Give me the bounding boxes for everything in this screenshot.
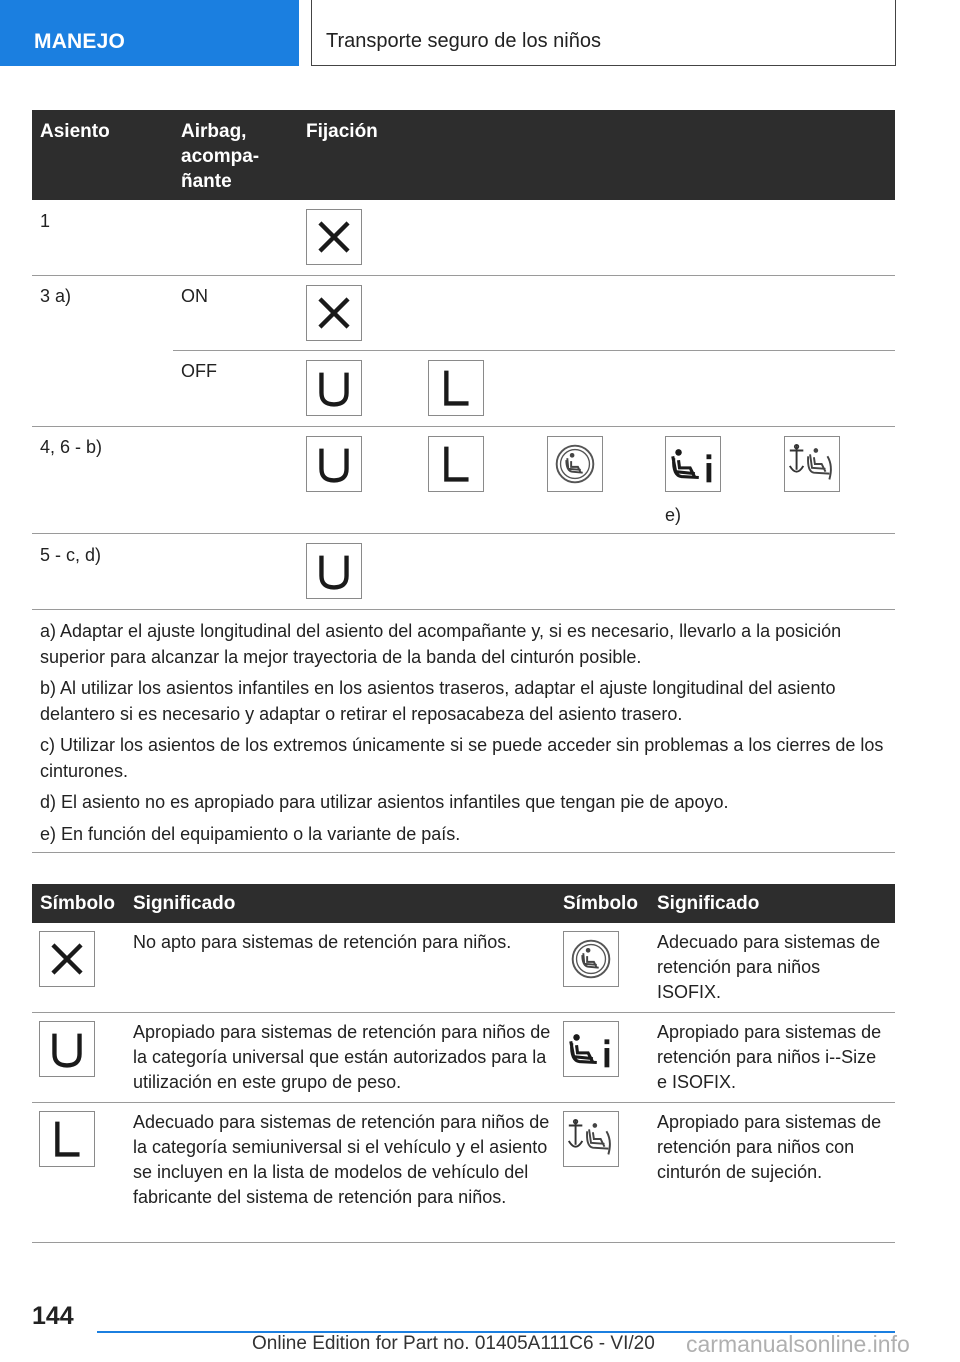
seat-label: 1	[40, 211, 51, 231]
footnote-e: e) En función del equipamiento o la variante de país.	[40, 824, 461, 844]
seat-label: 4, 6 - b)	[40, 437, 103, 457]
l-icon	[428, 360, 484, 416]
l-icon	[39, 1111, 95, 1167]
col-meaning-2: Significado	[657, 893, 760, 914]
edition-text: Online Edition for Part no. 01405A111C6 - VI/20	[252, 1333, 655, 1354]
meaning-text: Apropiado para sistemas de retención para niños con cinturón de sujeción.	[657, 1112, 882, 1182]
seat-label: 3 a)	[40, 286, 72, 306]
l-icon	[428, 436, 484, 492]
col-symbol-2: Símbolo	[563, 893, 638, 914]
meaning-text: Apropiado para sistemas de retención para niños i--Size e ISOFIX.	[657, 1022, 882, 1092]
u-icon	[39, 1021, 95, 1077]
meaning-text: Adecuado para sistemas de retención para niños de la categoría semiuniversal si el vehículo y el asiento se incluyen en la lista de modelos de vehículo del fabricante del sistema de retención para niños.	[133, 1112, 550, 1207]
tether-icon	[563, 1111, 619, 1167]
col-airbag-2: acompa-	[181, 146, 260, 167]
x-icon	[306, 285, 362, 341]
isofix-icon	[547, 436, 603, 492]
col-fix: Fijación	[306, 121, 378, 142]
x-icon	[39, 931, 95, 987]
col-seat: Asiento	[40, 121, 110, 142]
table-row	[32, 534, 895, 610]
table-row	[32, 427, 895, 534]
table-row	[32, 1013, 895, 1103]
u-icon	[306, 543, 362, 599]
footnote-marker: e)	[665, 505, 682, 525]
seat-table-header	[32, 110, 895, 200]
airbag-label: OFF	[181, 361, 217, 381]
col-airbag-3: ñante	[181, 171, 232, 192]
col-symbol: Símbolo	[40, 893, 115, 914]
isofix-icon	[563, 931, 619, 987]
watermark: carmanualsonline.info	[686, 1331, 910, 1357]
col-meaning: Significado	[133, 893, 236, 914]
topic-title: Transporte seguro de los niños	[311, 0, 896, 66]
table-row	[32, 351, 895, 427]
footnote-b: b) Al utilizar los asientos infantiles en los asientos traseros, adaptar el ajuste longitudinal del asiento delantero si es necesario y adaptar o retirar el reposacabeza del asiento trasero.	[40, 678, 836, 724]
table-row	[32, 1103, 895, 1243]
footnote-d: d) El asiento no es apropiado para utilizar asientos infantiles que tengan pie de apoyo.	[40, 792, 729, 812]
table-row	[173, 276, 895, 351]
page-number: 144	[32, 1302, 74, 1330]
col-airbag-1: Airbag,	[181, 121, 247, 142]
meaning-text: No apto para sistemas de retención para niños.	[133, 932, 512, 952]
section-title: MANEJO	[0, 0, 299, 66]
i-size-icon	[563, 1021, 619, 1077]
meaning-text: Adecuado para sistemas de retención para niños ISOFIX.	[657, 932, 881, 1002]
footnote-a: a) Adaptar el ajuste longitudinal del asiento del acompañante y, si es necesario, llevarlo a la posición superior para alcanzar la mejor trayectoria de la banda del cinturón posible.	[40, 621, 842, 667]
table-row	[32, 200, 895, 276]
footnote-c: c) Utilizar los asientos de los extremos únicamente si se puede acceder sin problemas a los cierres de los cinturones.	[40, 735, 884, 781]
airbag-label: ON	[181, 286, 208, 306]
meaning-text: Apropiado para sistemas de retención para niños de la categoría universal que están autorizados para la utilización en este grupo de peso.	[133, 1022, 551, 1092]
divider	[32, 852, 895, 853]
table-row	[32, 923, 895, 1013]
tether-icon	[784, 436, 840, 492]
seat-label: 5 - c, d)	[40, 545, 102, 565]
symbol-table-header	[32, 884, 895, 923]
u-icon	[306, 360, 362, 416]
x-icon	[306, 209, 362, 265]
i-size-icon	[665, 436, 721, 492]
u-icon	[306, 436, 362, 492]
